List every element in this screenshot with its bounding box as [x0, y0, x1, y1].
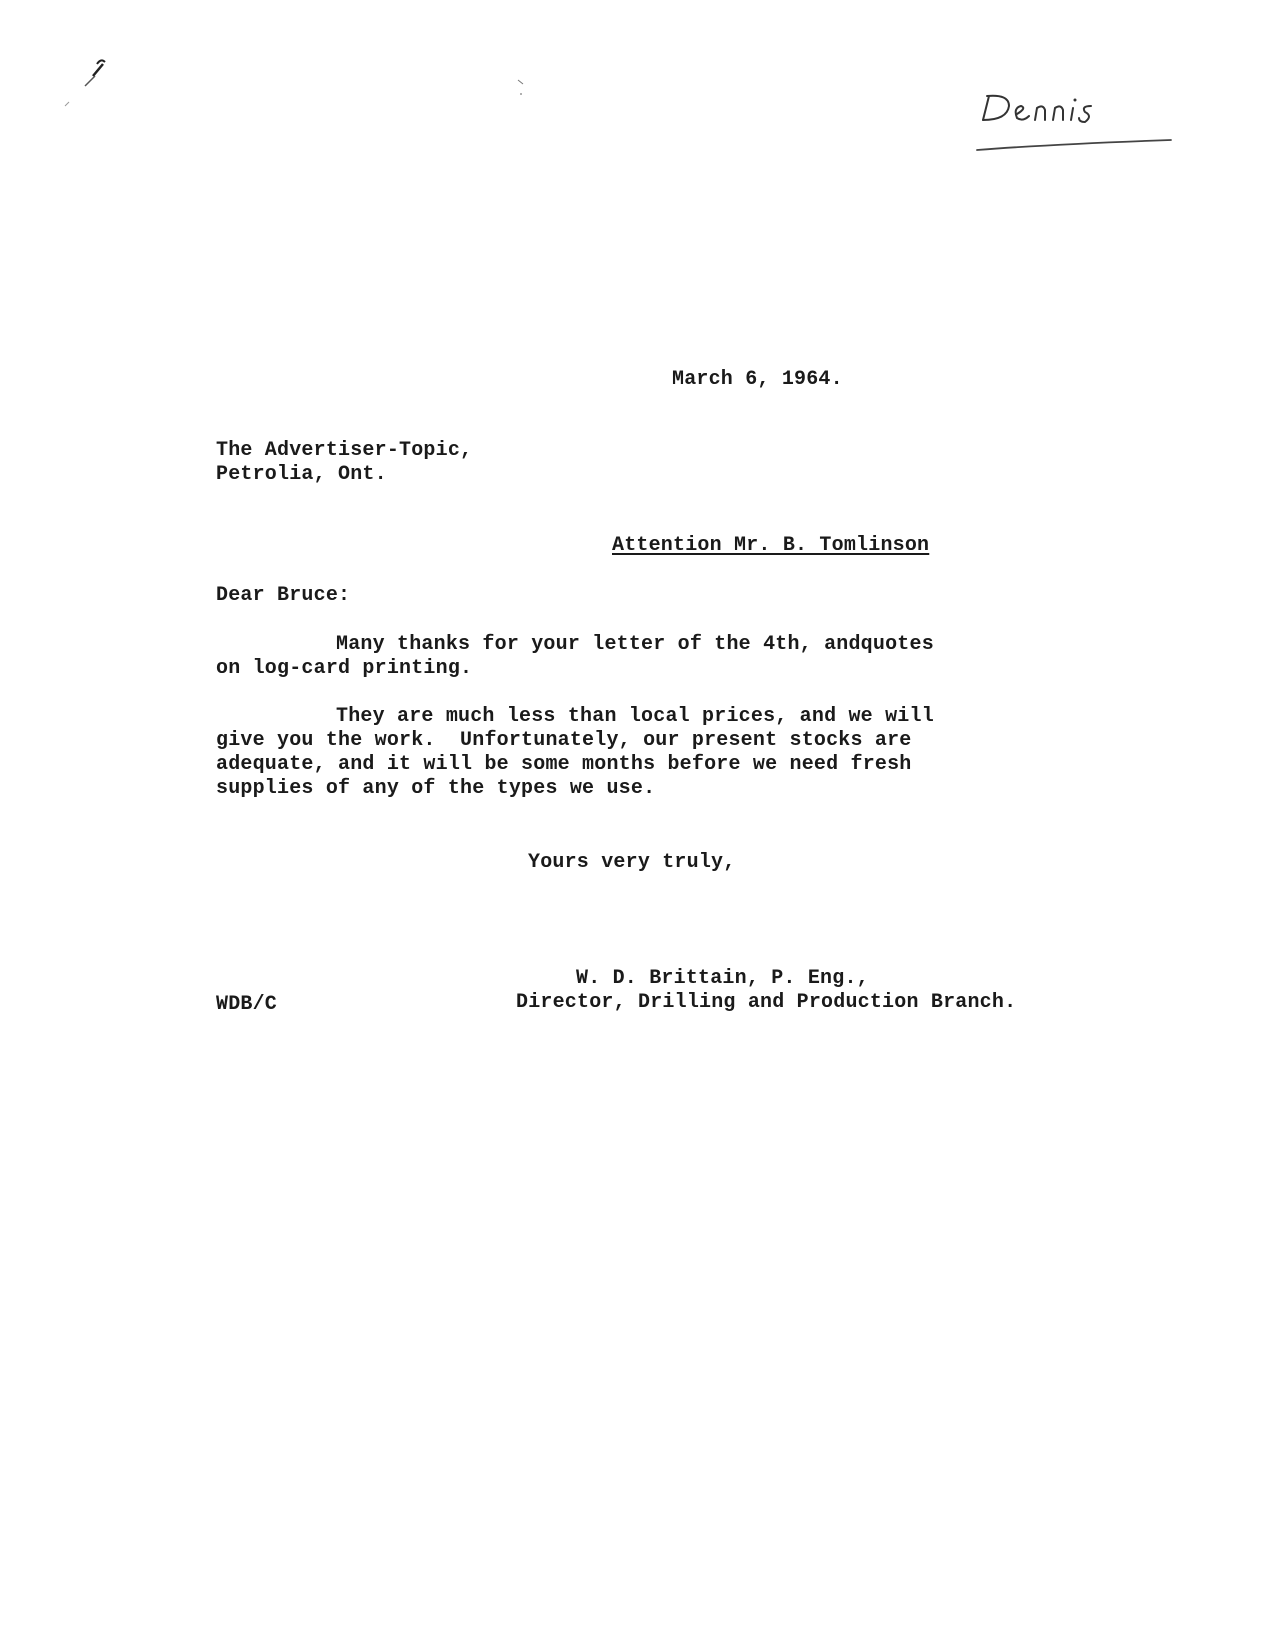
- speck-icon: [515, 78, 527, 98]
- signature-title: Director, Drilling and Production Branch.: [516, 991, 1017, 1014]
- paragraph-1-line-2: on log-card printing.: [216, 657, 473, 680]
- paragraph-2-line-3: adequate, and it will be some months before we need fresh: [216, 753, 912, 776]
- salutation: Dear Bruce:: [216, 584, 351, 607]
- paragraph-2-line-2: give you the work. Unfortunately, our present stocks are: [216, 729, 912, 752]
- signature-name: W. D. Brittain, P. Eng.,: [576, 967, 869, 990]
- recipient-line-2: Petrolia, Ont.: [216, 463, 387, 486]
- letter-date: March 6, 1964.: [672, 368, 843, 391]
- pen-mark-icon: [55, 52, 125, 112]
- paragraph-2-line-1: They are much less than local prices, and we will: [336, 705, 934, 728]
- attention-line: Attention Mr. B. Tomlinson: [612, 534, 930, 557]
- recipient-line-1: The Advertiser-Topic,: [216, 439, 473, 462]
- handwritten-note: [975, 84, 1175, 164]
- paragraph-1-line-1: Many thanks for your letter of the 4th, andquotes: [336, 633, 934, 656]
- reference-initials: WDB/C: [216, 993, 278, 1016]
- complimentary-closing: Yours very truly,: [528, 851, 736, 874]
- paragraph-2-line-4: supplies of any of the types we use.: [216, 777, 656, 800]
